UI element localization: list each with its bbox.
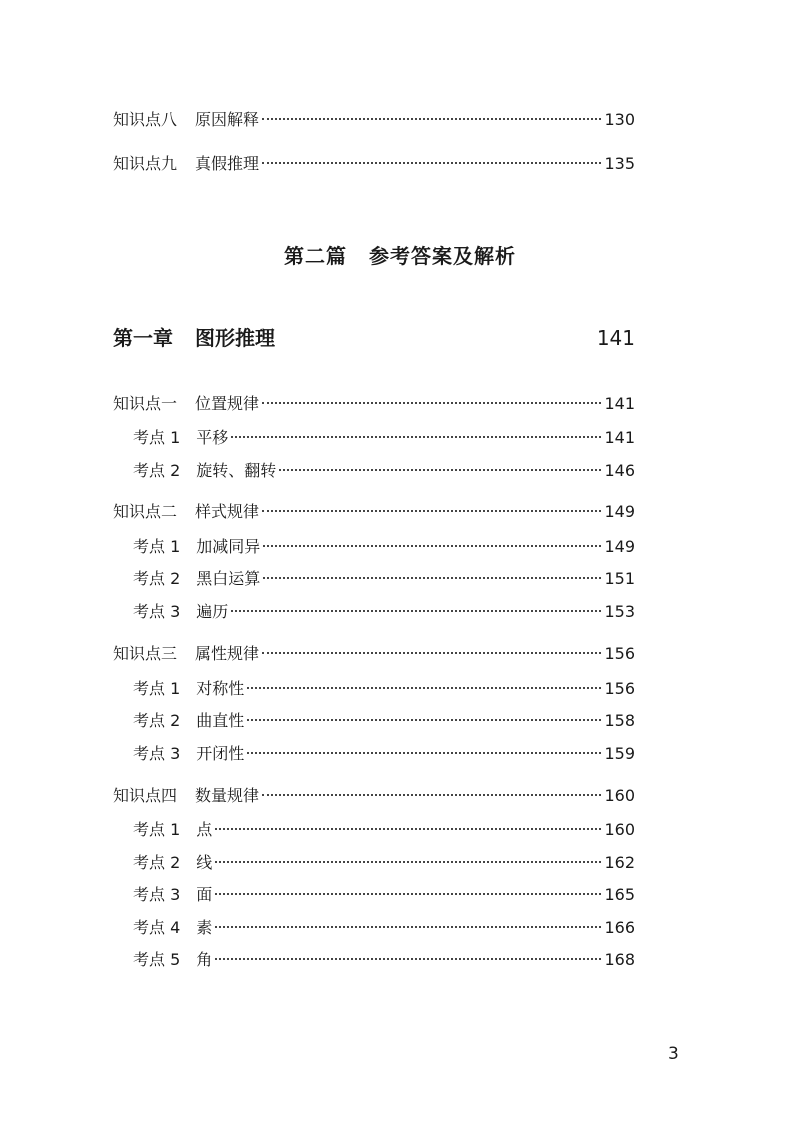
dot-leader — [262, 402, 601, 404]
point-title: 对称性 — [196, 679, 245, 698]
page-number: 158 — [604, 711, 635, 730]
toc-entry-point[interactable] — [133, 817, 635, 843]
toc-entry-point[interactable] — [133, 947, 635, 973]
chapter-label: 第一章 — [113, 326, 173, 350]
toc-entry-point[interactable] — [133, 566, 635, 592]
dot-leader — [215, 926, 601, 928]
section-label: 知识点二 — [113, 502, 178, 521]
point-label: 考点 1 — [133, 537, 181, 556]
dot-leader — [263, 577, 601, 579]
section-label: 知识点三 — [113, 644, 178, 663]
dot-leader — [231, 436, 601, 438]
page-number: 160 — [604, 786, 635, 805]
section-title: 数量规律 — [195, 786, 260, 805]
section-title: 样式规律 — [195, 502, 260, 521]
point-title: 素 — [196, 918, 213, 937]
point-title: 遍历 — [196, 602, 229, 621]
dot-leader — [215, 893, 601, 895]
section-title: 位置规律 — [195, 394, 260, 413]
page-number: 159 — [604, 744, 635, 763]
page-number: 165 — [604, 885, 635, 904]
toc-entry-point[interactable] — [133, 882, 635, 908]
section-label: 知识点八 — [113, 110, 178, 129]
toc-entry-point[interactable] — [133, 708, 635, 734]
toc-entry-point[interactable] — [133, 915, 635, 941]
dot-leader — [279, 469, 601, 471]
chapter-page-number: 141 — [596, 326, 635, 350]
point-label: 考点 2 — [133, 461, 181, 480]
point-label: 考点 4 — [133, 918, 181, 937]
dot-leader — [231, 610, 601, 612]
page-number: 153 — [604, 602, 635, 621]
part-title: 参考答案及解析 — [369, 244, 516, 268]
page-number: 151 — [604, 569, 635, 588]
point-title: 线 — [196, 853, 213, 872]
point-label: 考点 2 — [133, 853, 181, 872]
dot-leader — [215, 958, 601, 960]
section-label: 知识点一 — [113, 394, 178, 413]
dot-leader — [263, 545, 601, 547]
point-label: 考点 5 — [133, 950, 181, 969]
toc-entry-section[interactable] — [113, 391, 635, 417]
point-label: 考点 2 — [133, 569, 181, 588]
dot-leader — [247, 719, 601, 721]
point-label: 考点 1 — [133, 428, 181, 447]
toc-entry-point[interactable] — [133, 741, 635, 767]
dot-leader — [262, 118, 601, 120]
toc-entry-section[interactable] — [113, 107, 635, 133]
dot-leader — [215, 828, 601, 830]
page-number: 149 — [604, 502, 635, 521]
dot-leader — [262, 652, 601, 654]
dot-leader — [262, 794, 601, 796]
point-title: 加减同异 — [196, 537, 261, 556]
page-number: 166 — [604, 918, 635, 937]
point-title: 开闭性 — [196, 744, 245, 763]
page-number: 156 — [604, 644, 635, 663]
part-heading — [0, 240, 800, 269]
toc-entry-point[interactable] — [133, 850, 635, 876]
toc-entry-section[interactable] — [113, 151, 635, 177]
page-number: 135 — [604, 154, 635, 173]
section-title: 原因解释 — [195, 110, 260, 129]
page-number: 146 — [604, 461, 635, 480]
section-label: 知识点九 — [113, 154, 178, 173]
part-label: 第二篇 — [284, 244, 347, 268]
dot-leader — [247, 687, 601, 689]
chapter-heading[interactable] — [113, 322, 635, 351]
section-label: 知识点四 — [113, 786, 178, 805]
section-title: 属性规律 — [195, 644, 260, 663]
toc-entry-section[interactable] — [113, 499, 635, 525]
dot-leader — [262, 510, 601, 512]
toc-entry-point[interactable] — [133, 425, 635, 451]
dot-leader — [215, 861, 601, 863]
page-number: 149 — [604, 537, 635, 556]
section-title: 真假推理 — [195, 154, 260, 173]
toc-entry-point[interactable] — [133, 458, 635, 484]
point-label: 考点 1 — [133, 679, 181, 698]
toc-entry-point[interactable] — [133, 534, 635, 560]
page-number: 162 — [604, 853, 635, 872]
point-label: 考点 3 — [133, 744, 181, 763]
point-label: 考点 2 — [133, 711, 181, 730]
page-number: 168 — [604, 950, 635, 969]
toc-entry-point[interactable] — [133, 599, 635, 625]
page-number: 141 — [604, 394, 635, 413]
chapter-title: 图形推理 — [195, 326, 275, 350]
page-folio: 3 — [668, 1044, 679, 1064]
toc-entry-section[interactable] — [113, 641, 635, 667]
toc-entry-section[interactable] — [113, 783, 635, 809]
toc-entry-point[interactable] — [133, 676, 635, 702]
point-title: 曲直性 — [196, 711, 245, 730]
point-label: 考点 3 — [133, 885, 181, 904]
point-title: 黑白运算 — [196, 569, 261, 588]
page-number: 141 — [604, 428, 635, 447]
point-title: 面 — [196, 885, 213, 904]
page-number: 160 — [604, 820, 635, 839]
point-title: 平移 — [196, 428, 229, 447]
point-label: 考点 3 — [133, 602, 181, 621]
dot-leader — [262, 162, 601, 164]
point-title: 旋转、翻转 — [196, 461, 277, 480]
point-label: 考点 1 — [133, 820, 181, 839]
dot-leader — [247, 752, 601, 754]
point-title: 角 — [196, 950, 213, 969]
page-number: 156 — [604, 679, 635, 698]
page-number: 130 — [604, 110, 635, 129]
point-title: 点 — [196, 820, 213, 839]
